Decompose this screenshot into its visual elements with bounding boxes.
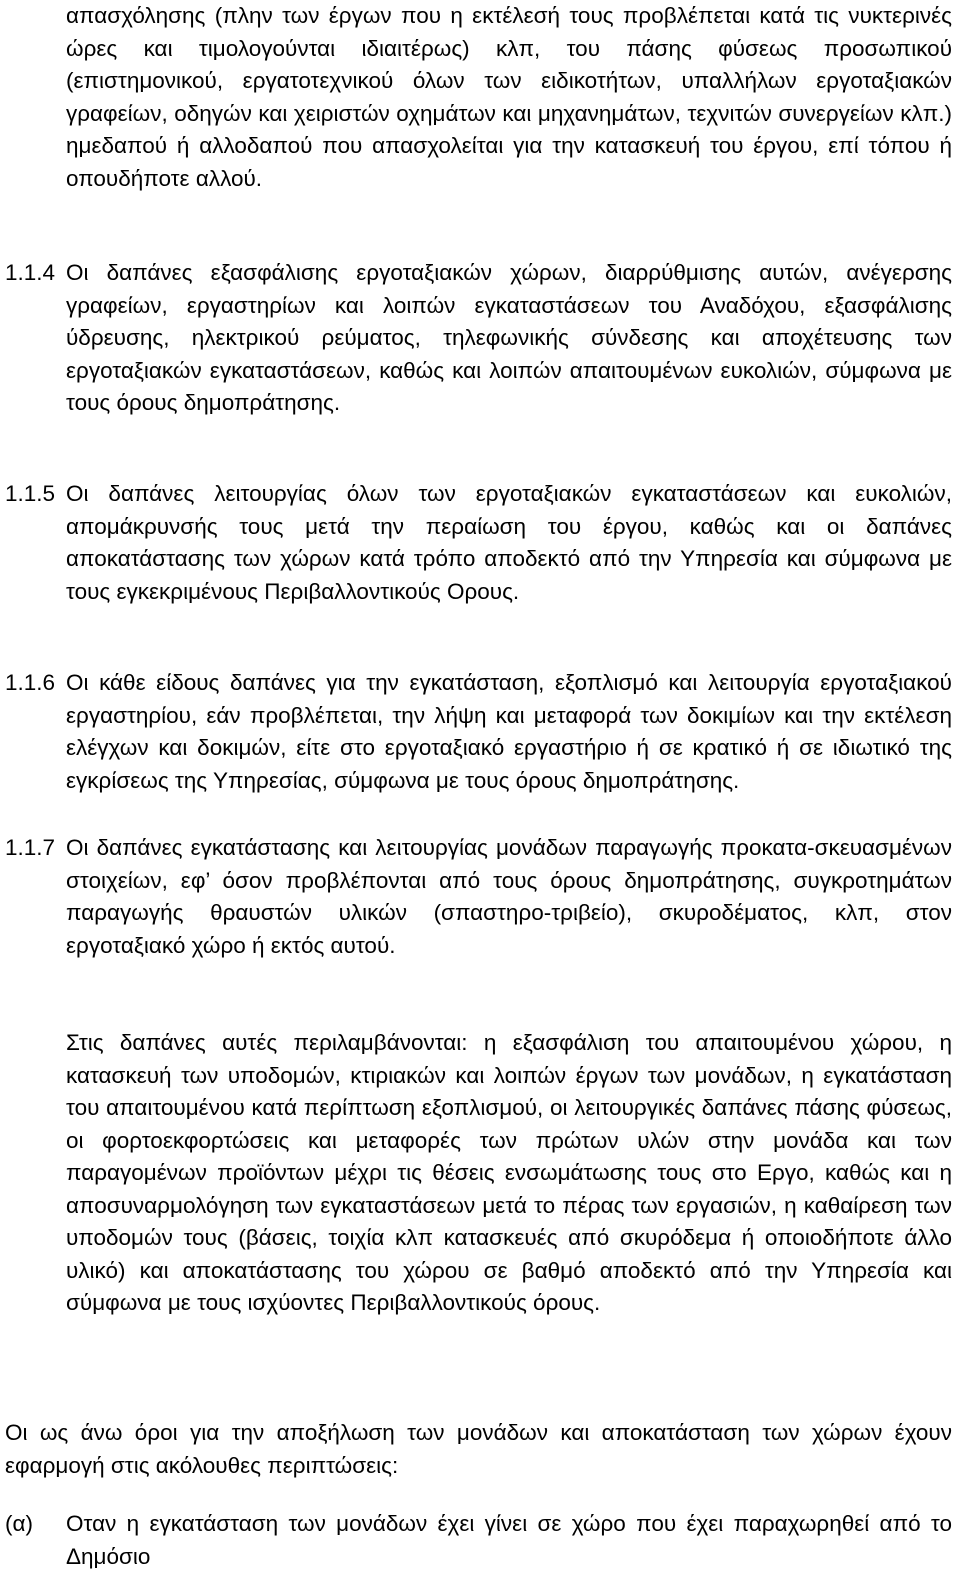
- section-text: Οι κάθε είδους δαπάνες για την εγκατάσταση, εξοπλισμό και λειτουργία εργοταξιακού εργαστηρίου, εάν προβλέπεται, την λήψη και μεταφορά των δοκιμίων και την εκτέλεση ελέγχων και δοκιμών, είτε στο εργοταξιακό εργαστήριο ή σε κρατικό ή σε ιδιωτικό της εγκρίσεως της Υπηρεσίας, σύμφωνα με τους όρους δημοπράτησης.: [66, 670, 952, 793]
- section-number: 1.1.5: [5, 481, 56, 506]
- expenses-paragraph: Στις δαπάνες αυτές περιλαμβάνονται: η εξασφάλιση του απαιτουμένου χώρου, η κατασκευή των υποδομών, κτιριακών και λοιπών έργων των μονάδων, η εγκατάσταση του απαιτουμένου κατά περίπτωση εξοπλισμού, οι λειτουργικές δαπάνες πάσης φύσεως, οι φορτοεκφορτώσεις και μεταφορές των πρώτων υλών στην μονάδα και των παραγομένων προϊόντων μέχρι τις θέσεις ενσωμάτωσης τους στο Εργο, καθώς και η αποσυναρμολόγηση των εγκαταστάσεων μετά το πέρας των εργασιών, η καθαίρεση των υποδομών τους (βάσεις, τοιχία κλπ κατασκευές από σκυρόδεμα ή οποιοδήποτε άλλο υλικό) και αποκατάστασης του χώρου σε βαθμό αποδεκτό από την Υπηρεσία και σύμφωνα με τους ισχύοντες Περιβαλλοντικούς όρους.: [66, 1030, 952, 1315]
- section-text: Οι δαπάνες εξασφάλισης εργοταξιακών χώρων, διαρρύθμισης αυτών, ανέγερσης γραφείων, εργαστηρίων και λοιπών εγκαταστάσεων του Αναδόχου, εξασφάλισης ύδρευσης, ηλεκτρικού ρεύματος, τηλεφωνικής σύνδεσης και αποχέτευσης των εργοταξιακών εγκαταστάσεων, καθώς και λοιπών απαιτουμένων ευκολιών, σύμφωνα με τους όρους δημοπράτησης.: [66, 260, 952, 415]
- conditions-intro: Οι ως άνω όροι για την αποξήλωση των μονάδων και αποκατάσταση των χώρων έχουν εφαρμογή στις ακόλουθες περιπτώσεις:: [5, 1420, 952, 1478]
- section-number: 1.1.6: [5, 670, 56, 695]
- list-item-label: (α): [5, 1511, 33, 1536]
- section-text: Οι δαπάνες εγκατάστασης και λειτουργίας μονάδων παραγωγής προκατα-σκευασμένων στοιχείων, εφ’ όσον προβλέπονται από τους όρους δημοπράτησης, συγκροτημάτων παραγωγής θραυστών υλικών (σπαστηρο-τριβείο), σκυροδέματος, κλπ, στον εργοταξιακό χώρο ή εκτός αυτού.: [66, 835, 952, 958]
- list-item-text: Οταν η εγκατάσταση των μονάδων έχει γίνει σε χώρο που έχει παραχωρηθεί από το Δημόσιο: [66, 1511, 952, 1569]
- section-number: 1.1.7: [5, 835, 56, 860]
- section-number: 1.1.4: [5, 260, 56, 285]
- section-text: Οι δαπάνες λειτουργίας όλων των εργοταξιακών εγκαταστάσεων και ευκολιών, απομάκρυνσής τους μετά την περαίωση του έργου, καθώς και οι δαπάνες αποκατάστασης των χώρων κατά τρόπο αποδεκτό από την Υπηρεσία και σύμφωνα με τους εγκεκριμένους Περιβαλλοντικούς Ορους.: [66, 481, 952, 604]
- continuation-paragraph: απασχόλησης (πλην των έργων που η εκτέλεσή τους προβλέπεται κατά τις νυκτερινές ώρες και τιμολογούνται ιδιαιτέρως) κλπ, του πάσης φύσεως προσωπικού (επιστημονικού, εργατοτεχνικού όλων των ειδικοτήτων, υπαλλήλων εργοταξιακών γραφείων, οδηγών και χειριστών οχημάτων και μηχανημάτων, τεχνιτών συνεργείων κλπ.) ημεδαπού ή αλλοδαπού που απασχολείται για την κατασκευή του έργου, επί τόπου ή οπουδήποτε αλλού.: [66, 3, 952, 191]
